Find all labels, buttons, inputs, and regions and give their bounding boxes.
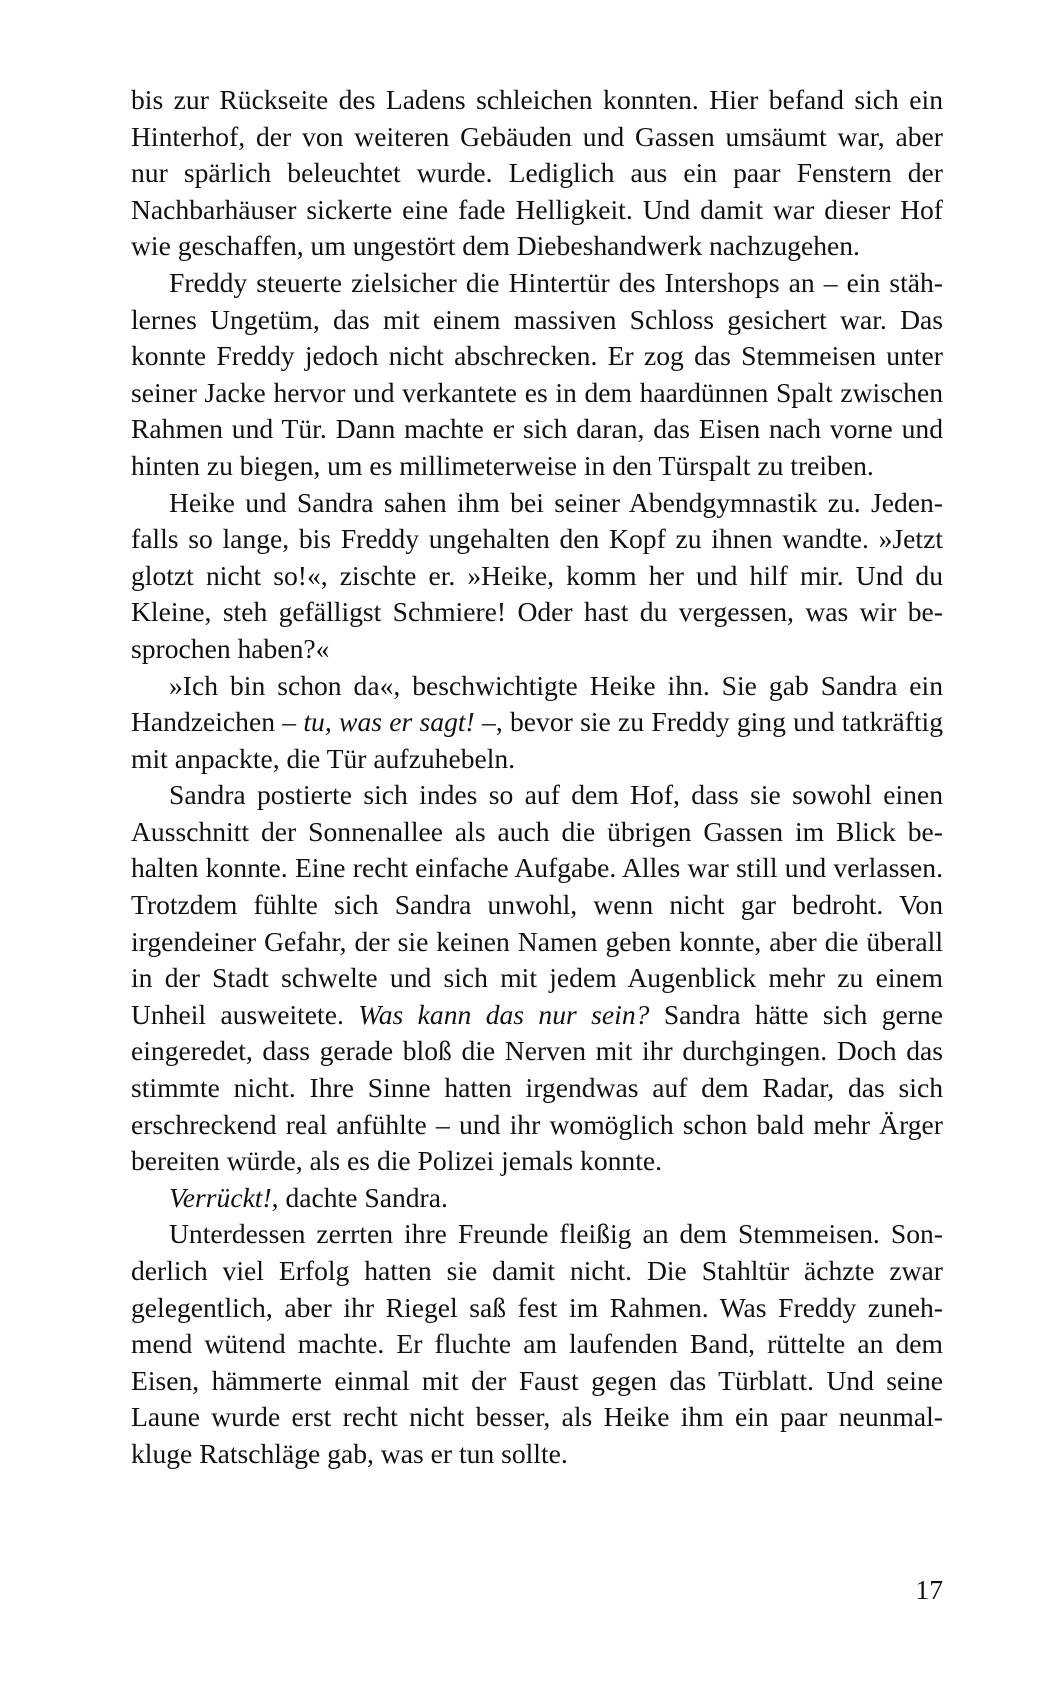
paragraph-4-text-after: –, bevor sie zu Freddy ging und tatkräftig mit anpackte, die Tür aufzuhebeln. (131, 706, 943, 774)
paragraph-4 (131, 668, 943, 778)
page-number: 17 (915, 1574, 943, 1605)
paragraph-7: Unterdessen zerrten ihre Freunde fleißig an dem Stemmeisen. Sonderlich viel Erfolg hatten sie damit nicht. Die Stahltür ächzte zwar gelegentlich, aber ihr Riegel saß fest im Rahmen. Was Freddy zunehmend wütend machte. Er fluchte am laufenden Band, rüttelte an dem Eisen, hämmerte einmal mit der Faust gegen das Türblatt. Und seine Laune wurde erst recht nicht besser, als Heike ihm ein paar neunmalkluge Ratschläge gab, was er tun sollte. (131, 1218, 943, 1469)
paragraph-2: Freddy steuerte zielsicher die Hintertür des Intershops an – ein stählernes Ungetüm, das mit einem massiven Schloss gesichert war. Das konnte Freddy jedoch nicht abschrecken. Er zog das Stemmeisen unter seiner Jacke hervor und verkantete es in dem haardünnen Spalt zwischen Rahmen und Tür. Dann machte er sich daran, das Eisen nach vorne und hinten zu biegen, um es millimeterweise in den Türspalt zu treiben. (131, 266, 943, 481)
paragraph-5 (131, 777, 943, 1180)
paragraph-6-italic: Verrückt! (169, 1181, 272, 1213)
paragraph-6-text-after: , dachte Sandra. (271, 1181, 448, 1213)
paragraph-4-italic: tu, was er sagt! (303, 706, 475, 738)
paragraph-5-text-after: Sandra hätte sich gerne eingeredet, dass gerade bloß die Nerven mit ihr durchgingen. Doch das stimmte nicht. Ihre Sinne hatten irgendwas auf dem Radar, das sich erschreckend real anfühlte – und ihr womöglich schon bald mehr Ärger bereiten würde, als es die Polizei jemals konnte. (131, 998, 944, 1177)
paragraph-6 (131, 1180, 943, 1217)
paragraph-1: bis zur Rückseite des Ladens schleichen konnten. Hier befand sich ein Hinterhof, der von weiteren Gebäuden und Gassen umsäumt war, aber nur spärlich beleuchtet wurde. Lediglich aus ein paar Fenstern der Nachbarhäuser sickerte eine fade Helligkeit. Und damit war dieser Hof wie geschaffen, um ungestört dem Diebeshandwerk nachzugehen. (131, 84, 943, 262)
paragraph-5-text-before: Sandra postierte sich indes so auf dem Hof, dass sie sowohl einen Ausschnitt der Sonnenallee als auch die übrigen Gassen im Blick behalten konnte. Eine recht einfache Aufgabe. Alles war still und verlassen. Trotzdem fühlte sich Sandra unwohl, wenn nicht gar bedroht. Von irgendeiner Gefahr, der sie keinen Namen geben konnte, aber die überall in der Stadt schwelte und sich mit jedem Augenblick mehr zu einem Unheil ausweitete. (131, 779, 943, 1030)
paragraph-5-italic: Was kann das nur sein? (358, 998, 650, 1030)
body-text (131, 82, 943, 1473)
paragraph-4-text-before: »Ich bin schon da«, beschwichtigte Heike ihn. Sie gab Sandra ein Handzeichen – (131, 669, 943, 738)
paragraph-3: Heike und Sandra sahen ihm bei seiner Abendgymnastik zu. Jedenfalls so lange, bis Freddy ungehalten den Kopf zu ihnen wandte. »Jetzt glotzt nicht so!«, zischte er. »Heike, komm her und hilf mir. Und du Kleine, steh gefälligst Schmiere! Oder hast du vergessen, was wir besprochen haben?« (131, 486, 943, 664)
